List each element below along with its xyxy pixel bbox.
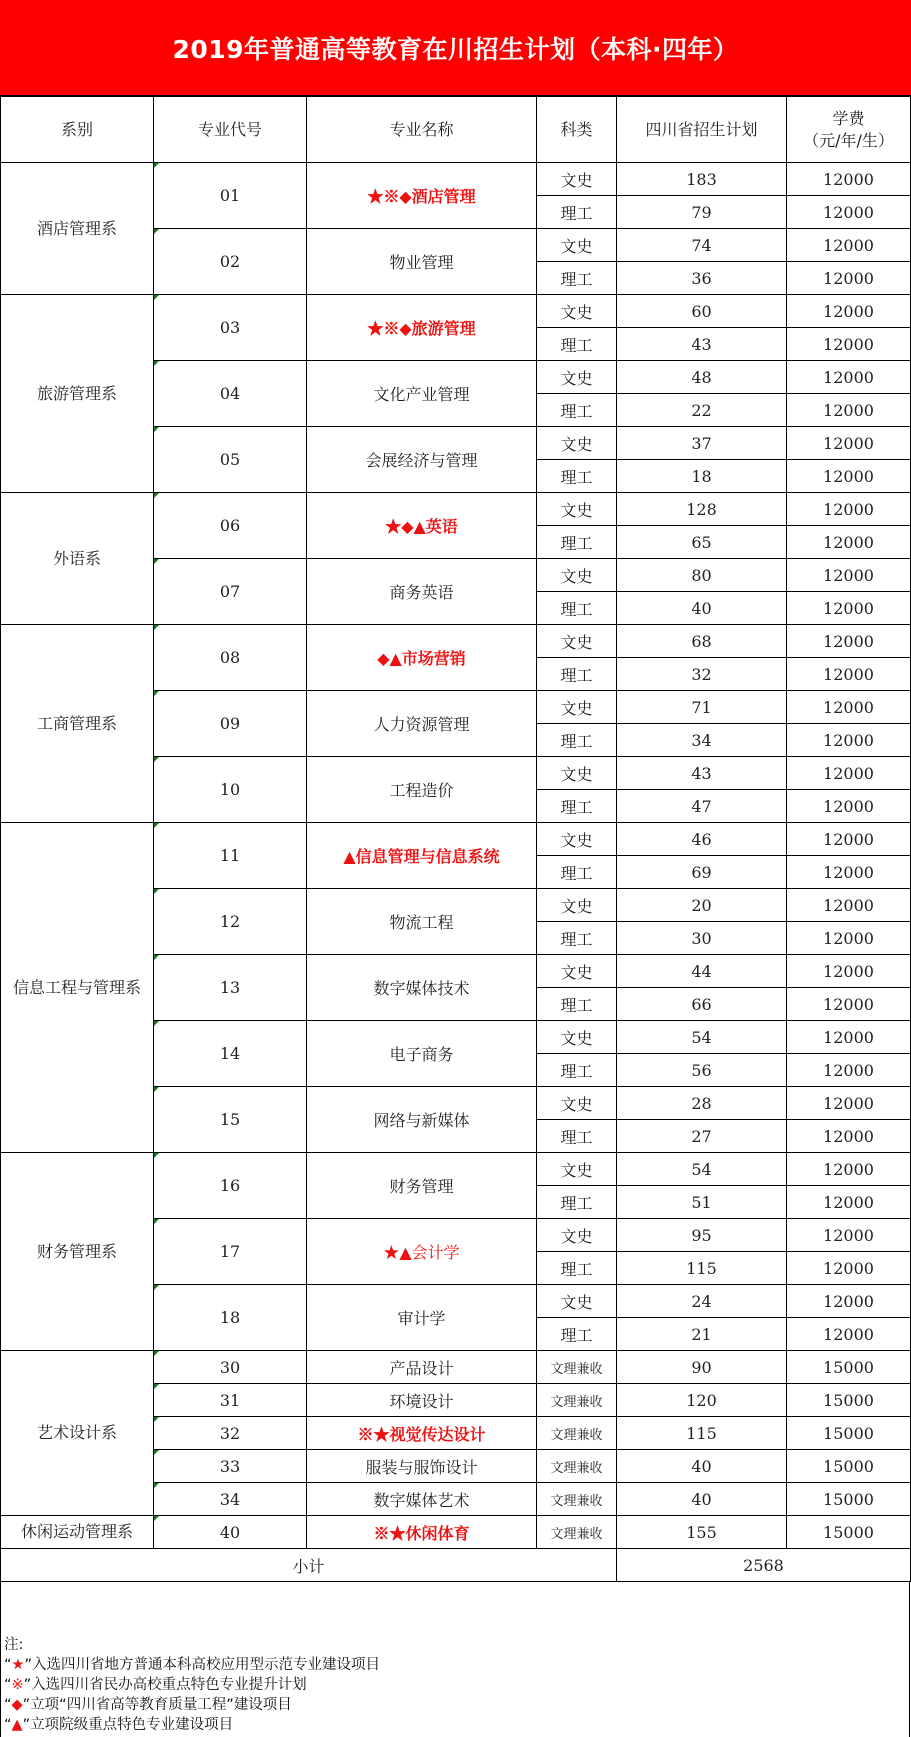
category-cell: 理工 — [537, 856, 617, 889]
major-name-cell: 人力资源管理 — [307, 691, 537, 757]
tuition-fee-cell: 12000 — [787, 559, 911, 592]
major-code-cell: 12 — [154, 889, 307, 955]
header-code: 专业代号 — [154, 97, 307, 163]
category-cell: 理工 — [537, 658, 617, 691]
major-name-cell: 数字媒体艺术 — [307, 1483, 537, 1516]
category-cell: 文史 — [537, 1153, 617, 1186]
tuition-fee-cell: 12000 — [787, 691, 911, 724]
major-code-cell: 01 — [154, 163, 307, 229]
plan-count-cell: 40 — [617, 1483, 787, 1516]
header-fee-line2: （元/年/生） — [803, 130, 894, 150]
plan-count-cell: 22 — [617, 394, 787, 427]
header-plan: 四川省招生计划 — [617, 97, 787, 163]
major-code-cell: 33 — [154, 1450, 307, 1483]
category-cell: 文史 — [537, 229, 617, 262]
plan-count-cell: 115 — [617, 1417, 787, 1450]
tuition-fee-cell: 12000 — [787, 658, 911, 691]
plan-count-cell: 56 — [617, 1054, 787, 1087]
department-cell: 财务管理系 — [1, 1153, 154, 1351]
major-code-cell: 14 — [154, 1021, 307, 1087]
category-cell: 文理兼收 — [537, 1384, 617, 1417]
header-fee-line1: 学费 — [832, 108, 865, 128]
major-code-cell: 03 — [154, 295, 307, 361]
major-name-cell: 服装与服饰设计 — [307, 1450, 537, 1483]
tuition-fee-cell: 12000 — [787, 1186, 911, 1219]
category-cell: 文史 — [537, 1087, 617, 1120]
category-cell: 理工 — [537, 592, 617, 625]
tuition-fee-cell: 12000 — [787, 460, 911, 493]
major-name-cell: 商务英语 — [307, 559, 537, 625]
tuition-fee-cell: 12000 — [787, 526, 911, 559]
major-code-cell: 04 — [154, 361, 307, 427]
plan-count-cell: 43 — [617, 757, 787, 790]
category-cell: 文史 — [537, 1021, 617, 1054]
tuition-fee-cell: 12000 — [787, 955, 911, 988]
major-name-cell: 环境设计 — [307, 1384, 537, 1417]
major-code-cell: 13 — [154, 955, 307, 1021]
table-row — [1, 1516, 911, 1549]
tuition-fee-cell: 12000 — [787, 163, 911, 196]
plan-count-cell: 79 — [617, 196, 787, 229]
tuition-fee-cell: 12000 — [787, 1318, 911, 1351]
major-code-cell: 17 — [154, 1219, 307, 1285]
category-cell: 文理兼收 — [537, 1450, 617, 1483]
major-name-cell: ▲信息管理与信息系统 — [307, 823, 537, 889]
tuition-fee-cell: 12000 — [787, 1087, 911, 1120]
star-icon: ★ — [11, 1657, 25, 1673]
plan-count-cell: 36 — [617, 262, 787, 295]
tuition-fee-cell: 12000 — [787, 262, 911, 295]
plan-count-cell: 51 — [617, 1186, 787, 1219]
category-cell: 文史 — [537, 295, 617, 328]
major-name-cell: 审计学 — [307, 1285, 537, 1351]
tuition-fee-cell: 12000 — [787, 1252, 911, 1285]
tuition-fee-cell: 12000 — [787, 427, 911, 460]
major-code-cell: 10 — [154, 757, 307, 823]
category-cell: 文史 — [537, 691, 617, 724]
tuition-fee-cell: 12000 — [787, 1021, 911, 1054]
plan-count-cell: 115 — [617, 1252, 787, 1285]
category-cell: 文史 — [537, 889, 617, 922]
major-name-cell: 数字媒体技术 — [307, 955, 537, 1021]
header-dept: 系别 — [1, 97, 154, 163]
plan-count-cell: 68 — [617, 625, 787, 658]
category-cell: 文史 — [537, 163, 617, 196]
table-row — [1, 295, 911, 328]
note-text: 立项“四川省高等教育质量工程”建设项目 — [30, 1697, 292, 1713]
major-name-cell: 产品设计 — [307, 1351, 537, 1384]
tuition-fee-cell: 12000 — [787, 1054, 911, 1087]
tuition-fee-cell: 12000 — [787, 823, 911, 856]
major-code-cell: 31 — [154, 1384, 307, 1417]
plan-count-cell: 54 — [617, 1021, 787, 1054]
major-code-cell: 34 — [154, 1483, 307, 1516]
plan-count-cell: 34 — [617, 724, 787, 757]
category-cell: 理工 — [537, 196, 617, 229]
tuition-fee-cell: 15000 — [787, 1351, 911, 1384]
plan-count-cell: 74 — [617, 229, 787, 262]
tuition-fee-cell: 12000 — [787, 625, 911, 658]
major-code-cell: 40 — [154, 1516, 307, 1549]
category-cell: 文史 — [537, 955, 617, 988]
plan-count-cell: 65 — [617, 526, 787, 559]
note-text: 立项院级重点特色专业建设项目 — [30, 1717, 234, 1733]
category-cell: 文理兼收 — [537, 1516, 617, 1549]
note-text: 入选四川省民办高校重点特色专业提升计划 — [31, 1677, 307, 1693]
category-cell: 理工 — [537, 394, 617, 427]
notes-list — [4, 1635, 380, 1735]
enrollment-plan-table — [0, 96, 911, 1582]
major-name-cell: ★※◆酒店管理 — [307, 163, 537, 229]
major-name-cell: ★◆▲英语 — [307, 493, 537, 559]
subtotal-label: 小计 — [1, 1549, 617, 1582]
plan-count-cell: 43 — [617, 328, 787, 361]
category-cell: 文史 — [537, 1219, 617, 1252]
category-cell: 理工 — [537, 526, 617, 559]
category-cell: 文史 — [537, 559, 617, 592]
tuition-fee-cell: 12000 — [787, 592, 911, 625]
tuition-fee-cell: 12000 — [787, 856, 911, 889]
category-cell: 理工 — [537, 724, 617, 757]
category-cell: 文史 — [537, 757, 617, 790]
major-code-cell: 07 — [154, 559, 307, 625]
notes-section — [0, 1581, 910, 1737]
table-row — [1, 1351, 911, 1384]
notes-heading: 注: — [4, 1637, 24, 1653]
header-category: 科类 — [537, 97, 617, 163]
major-name-cell: ★※◆旅游管理 — [307, 295, 537, 361]
tuition-fee-cell: 15000 — [787, 1483, 911, 1516]
tuition-fee-cell: 12000 — [787, 328, 911, 361]
subtotal-value: 2568 — [617, 1549, 911, 1582]
major-name-cell: 电子商务 — [307, 1021, 537, 1087]
tuition-fee-cell: 12000 — [787, 1153, 911, 1186]
plan-count-cell: 69 — [617, 856, 787, 889]
category-cell: 理工 — [537, 1318, 617, 1351]
category-cell: 文史 — [537, 625, 617, 658]
table-row — [1, 163, 911, 196]
plan-count-cell: 66 — [617, 988, 787, 1021]
plan-count-cell: 40 — [617, 1450, 787, 1483]
department-cell: 旅游管理系 — [1, 295, 154, 493]
category-cell: 文史 — [537, 427, 617, 460]
department-cell: 工商管理系 — [1, 625, 154, 823]
plan-count-cell: 18 — [617, 460, 787, 493]
category-cell: 理工 — [537, 460, 617, 493]
plan-count-cell: 60 — [617, 295, 787, 328]
plan-count-cell: 21 — [617, 1318, 787, 1351]
major-name-cell: 网络与新媒体 — [307, 1087, 537, 1153]
plan-count-cell: 128 — [617, 493, 787, 526]
plan-count-cell: 37 — [617, 427, 787, 460]
note-item: “◆”立项“四川省高等教育质量工程”建设项目 — [4, 1697, 292, 1713]
diamond-icon: ◆ — [11, 1697, 23, 1713]
category-cell: 理工 — [537, 790, 617, 823]
plan-count-cell: 24 — [617, 1285, 787, 1318]
note-item: “▲”立项院级重点特色专业建设项目 — [4, 1717, 234, 1733]
header-row — [1, 97, 911, 163]
note-item: “※”入选四川省民办高校重点特色专业提升计划 — [4, 1677, 307, 1693]
department-cell: 休闲运动管理系 — [1, 1516, 154, 1549]
header-name: 专业名称 — [307, 97, 537, 163]
major-code-cell: 05 — [154, 427, 307, 493]
major-code-cell: 32 — [154, 1417, 307, 1450]
page-title: 2019年普通高等教育在川招生计划（本科·四年） — [172, 34, 739, 64]
department-cell: 艺术设计系 — [1, 1351, 154, 1516]
major-name-cell: 工程造价 — [307, 757, 537, 823]
table-row — [1, 625, 911, 658]
department-cell: 信息工程与管理系 — [1, 823, 154, 1153]
major-code-cell: 06 — [154, 493, 307, 559]
category-cell: 文理兼收 — [537, 1483, 617, 1516]
note-item: “★”入选四川省地方普通本科高校应用型示范专业建设项目 — [4, 1657, 381, 1673]
plan-count-cell: 47 — [617, 790, 787, 823]
tuition-fee-cell: 15000 — [787, 1384, 911, 1417]
tuition-fee-cell: 12000 — [787, 229, 911, 262]
plan-count-cell: 120 — [617, 1384, 787, 1417]
category-cell: 文史 — [537, 1285, 617, 1318]
major-name-cell: 物业管理 — [307, 229, 537, 295]
plan-count-cell: 48 — [617, 361, 787, 394]
tuition-fee-cell: 12000 — [787, 361, 911, 394]
category-cell: 文理兼收 — [537, 1351, 617, 1384]
tuition-fee-cell: 12000 — [787, 1219, 911, 1252]
major-name-cell: ★▲会计学 — [307, 1219, 537, 1285]
plan-count-cell: 90 — [617, 1351, 787, 1384]
plan-count-cell: 80 — [617, 559, 787, 592]
major-name-cell: 文化产业管理 — [307, 361, 537, 427]
plan-count-cell: 44 — [617, 955, 787, 988]
table-row — [1, 1153, 911, 1186]
header-fee — [787, 97, 911, 163]
category-cell: 理工 — [537, 922, 617, 955]
plan-count-cell: 27 — [617, 1120, 787, 1153]
plan-count-cell: 20 — [617, 889, 787, 922]
tuition-fee-cell: 12000 — [787, 1120, 911, 1153]
category-cell: 理工 — [537, 1252, 617, 1285]
category-cell: 理工 — [537, 1186, 617, 1219]
tuition-fee-cell: 15000 — [787, 1417, 911, 1450]
title-banner — [0, 0, 911, 96]
category-cell: 文史 — [537, 493, 617, 526]
tuition-fee-cell: 12000 — [787, 724, 911, 757]
table-row — [1, 823, 911, 856]
major-name-cell: 物流工程 — [307, 889, 537, 955]
tuition-fee-cell: 12000 — [787, 196, 911, 229]
plan-count-cell: 46 — [617, 823, 787, 856]
major-code-cell: 16 — [154, 1153, 307, 1219]
reference-mark-icon: ※ — [11, 1677, 24, 1693]
plan-count-cell: 71 — [617, 691, 787, 724]
major-code-cell: 30 — [154, 1351, 307, 1384]
tuition-fee-cell: 15000 — [787, 1516, 911, 1549]
plan-count-cell: 183 — [617, 163, 787, 196]
major-code-cell: 02 — [154, 229, 307, 295]
major-code-cell: 11 — [154, 823, 307, 889]
major-name-cell: ※★休闲体育 — [307, 1516, 537, 1549]
category-cell: 理工 — [537, 1054, 617, 1087]
category-cell: 理工 — [537, 328, 617, 361]
table-body — [1, 163, 911, 1549]
major-code-cell: 08 — [154, 625, 307, 691]
tuition-fee-cell: 12000 — [787, 1285, 911, 1318]
plan-count-cell: 40 — [617, 592, 787, 625]
tuition-fee-cell: 12000 — [787, 889, 911, 922]
tuition-fee-cell: 12000 — [787, 394, 911, 427]
triangle-icon: ▲ — [11, 1717, 23, 1733]
major-name-cell: 会展经济与管理 — [307, 427, 537, 493]
major-code-cell: 15 — [154, 1087, 307, 1153]
category-cell: 理工 — [537, 1120, 617, 1153]
plan-count-cell: 95 — [617, 1219, 787, 1252]
major-code-cell: 18 — [154, 1285, 307, 1351]
plan-count-cell: 30 — [617, 922, 787, 955]
plan-count-cell: 155 — [617, 1516, 787, 1549]
major-name-cell: ※★视觉传达设计 — [307, 1417, 537, 1450]
major-name-cell: 财务管理 — [307, 1153, 537, 1219]
tuition-fee-cell: 12000 — [787, 790, 911, 823]
major-code-cell: 09 — [154, 691, 307, 757]
department-cell: 外语系 — [1, 493, 154, 625]
category-cell: 文史 — [537, 823, 617, 856]
tuition-fee-cell: 12000 — [787, 295, 911, 328]
subtotal-row — [1, 1549, 911, 1582]
tuition-fee-cell: 12000 — [787, 493, 911, 526]
category-cell: 文史 — [537, 361, 617, 394]
tuition-fee-cell: 15000 — [787, 1450, 911, 1483]
category-cell: 文理兼收 — [537, 1417, 617, 1450]
table-row — [1, 493, 911, 526]
plan-count-cell: 32 — [617, 658, 787, 691]
department-cell: 酒店管理系 — [1, 163, 154, 295]
plan-count-cell: 54 — [617, 1153, 787, 1186]
plan-count-cell: 28 — [617, 1087, 787, 1120]
tuition-fee-cell: 12000 — [787, 757, 911, 790]
major-name-cell: ◆▲市场营销 — [307, 625, 537, 691]
note-text: 入选四川省地方普通本科高校应用型示范专业建设项目 — [32, 1657, 381, 1673]
tuition-fee-cell: 12000 — [787, 922, 911, 955]
category-cell: 理工 — [537, 262, 617, 295]
category-cell: 理工 — [537, 988, 617, 1021]
tuition-fee-cell: 12000 — [787, 988, 911, 1021]
